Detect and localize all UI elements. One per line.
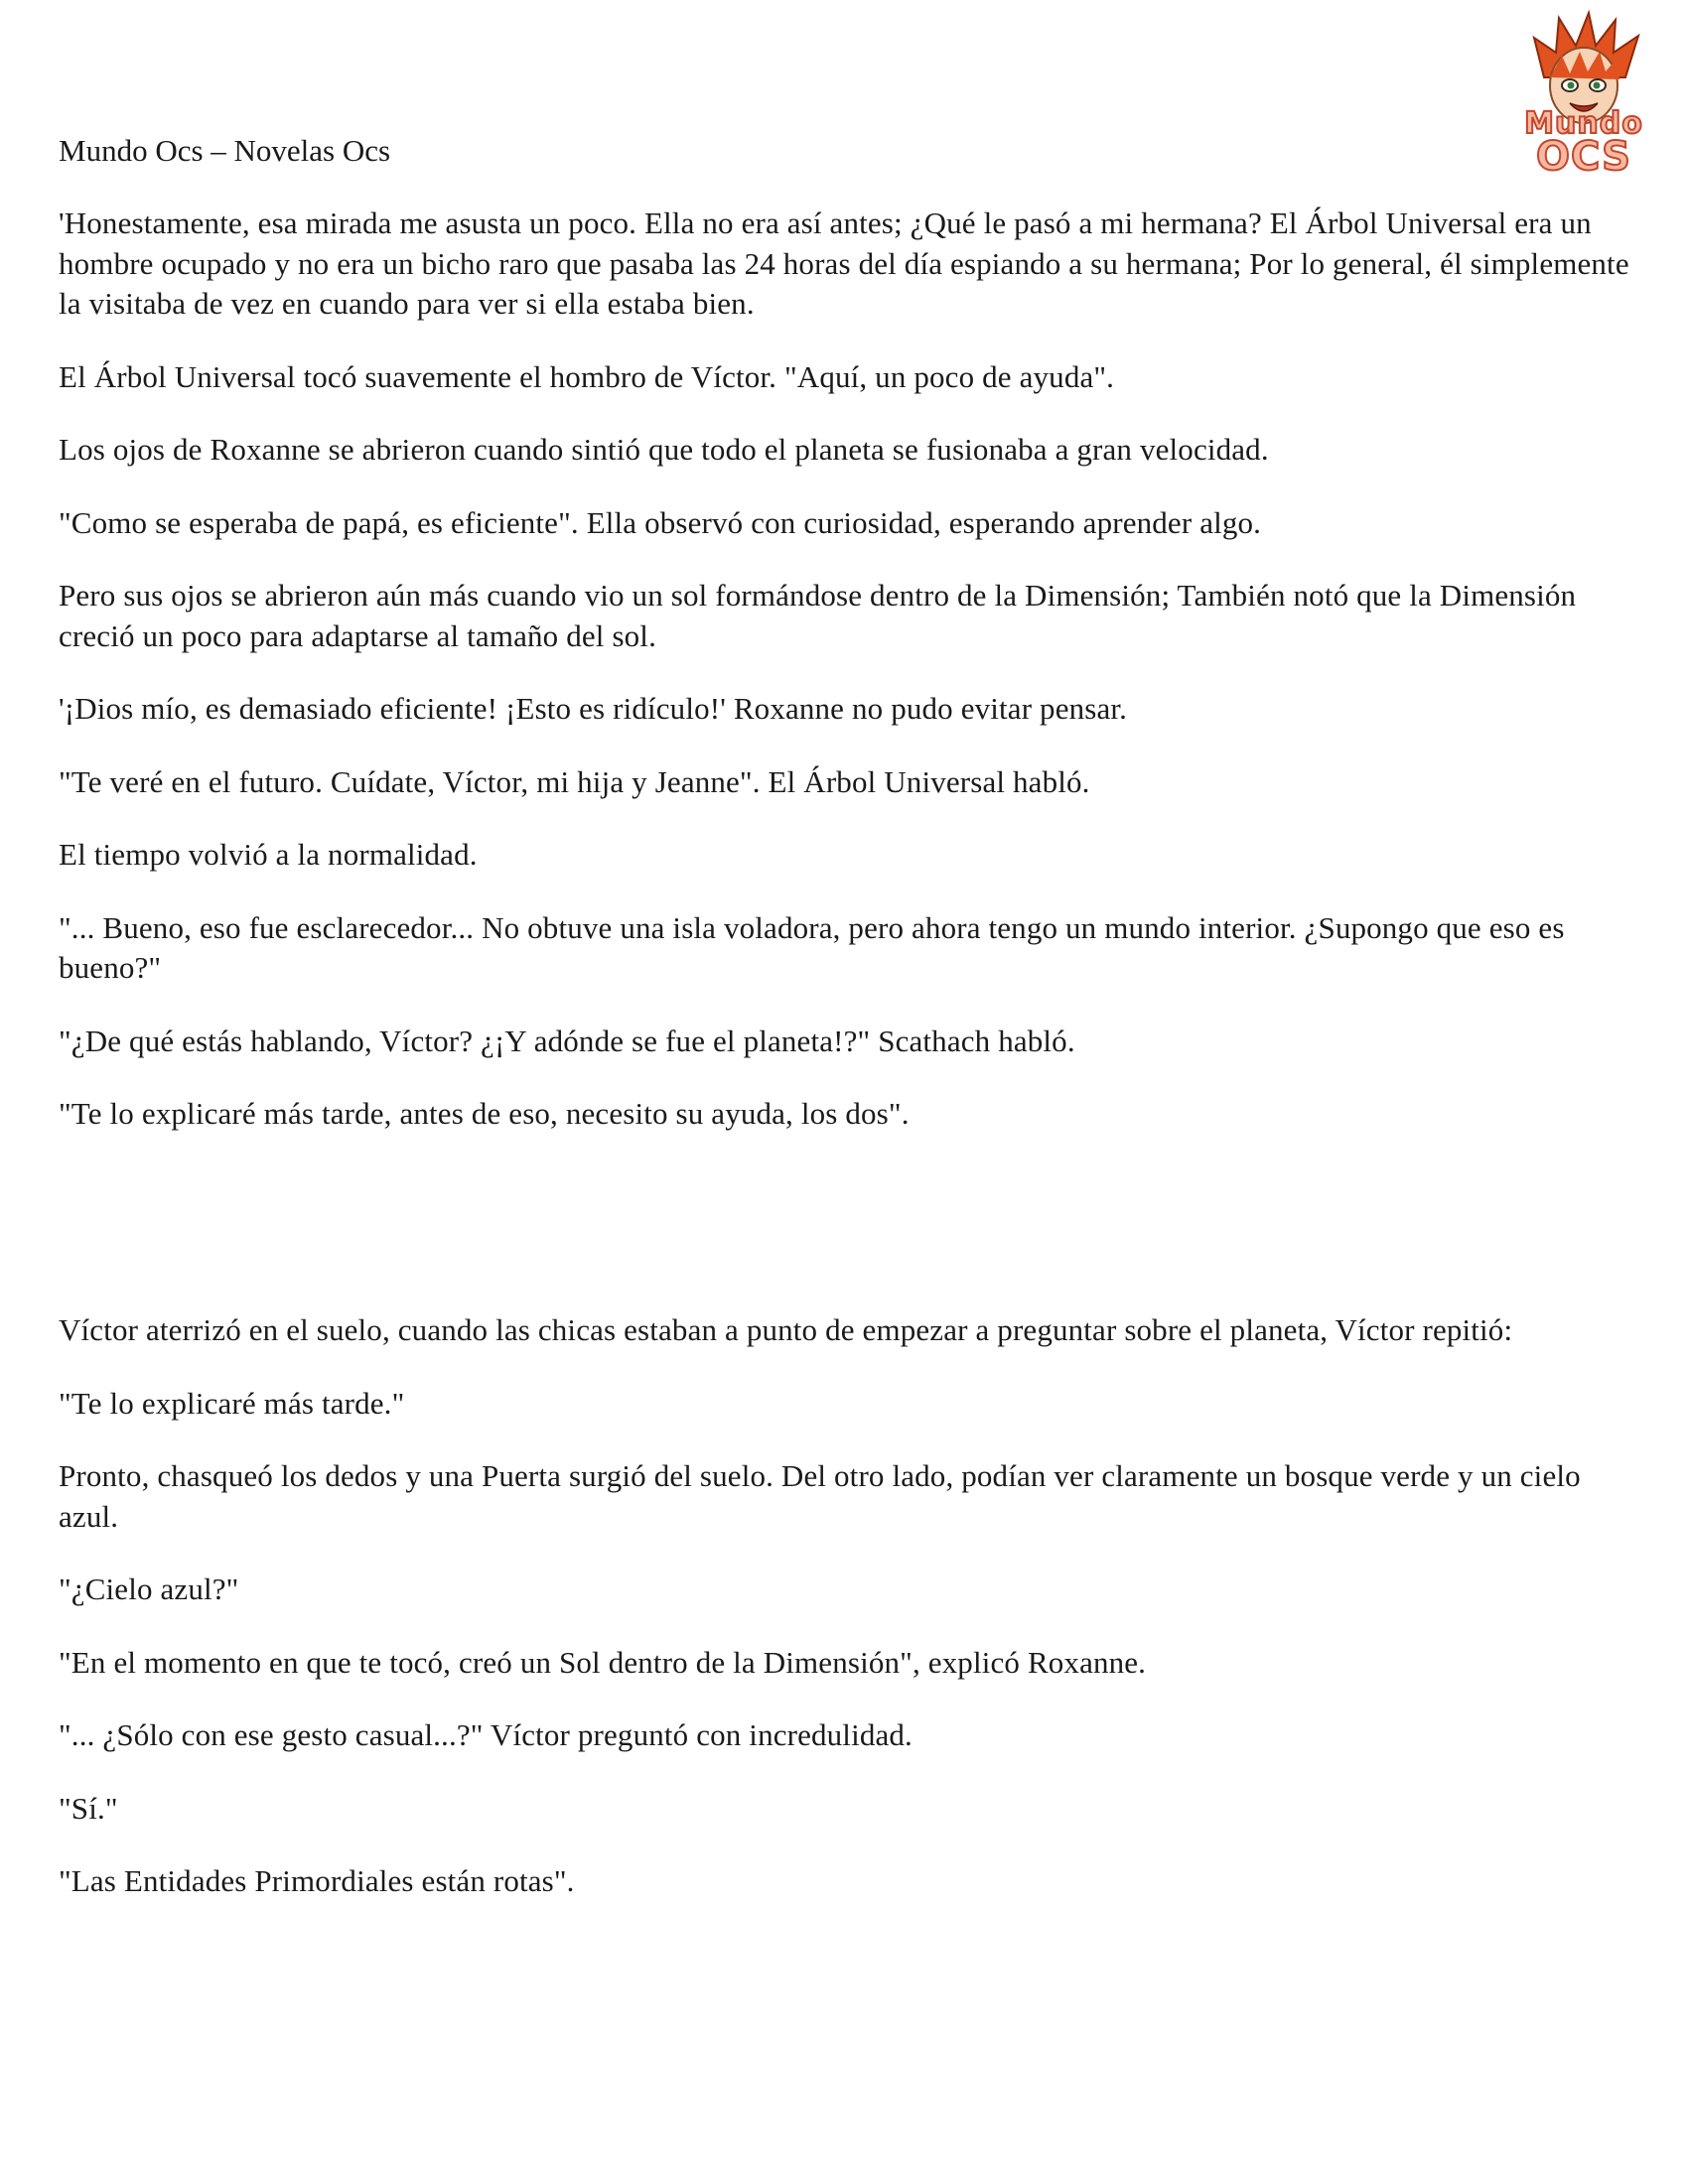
paragraph: "¿Cielo azul?" bbox=[59, 1571, 239, 1606]
paragraph: Pero sus ojos se abrieron aún más cuando vio un sol formándose dentro de la Dimensión; También notó que la Dimensión creció un poco para adaptarse al tamaño del sol. bbox=[59, 578, 1577, 653]
paragraph: El tiempo volvió a la normalidad. bbox=[59, 837, 478, 872]
paragraph: "¿De qué estás hablando, Víctor? ¿¡Y adónde se fue el planeta!?" Scathach habló. bbox=[59, 1023, 1075, 1058]
paragraph: "Te lo explicaré más tarde." bbox=[59, 1385, 405, 1421]
paragraph: Víctor aterrizó en el suelo, cuando las chicas estaban a punto de empezar a preguntar sobre el planeta, Víctor repitió: bbox=[59, 1312, 1513, 1347]
paragraph: Pronto, chasqueó los dedos y una Puerta surgió del suelo. Del otro lado, podían ver claramente un bosque verde y un cielo azul. bbox=[59, 1458, 1581, 1534]
logo-line-1: Mundo bbox=[1524, 106, 1643, 141]
mundo-ocs-logo bbox=[1504, 8, 1663, 185]
paragraph: "Como se esperaba de papá, es eficiente". Ella observó con curiosidad, esperando aprender algo. bbox=[59, 504, 1262, 540]
logo-text bbox=[1504, 106, 1663, 180]
paragraph: '¡Dios mío, es demasiado eficiente! ¡Esto es ridículo!' Roxanne no pudo evitar pensar. bbox=[59, 691, 1128, 726]
paragraph: 'Honestamente, esa mirada me asusta un poco. Ella no era así antes; ¿Qué le pasó a mi hermana? El Árbol Universal era un hombre ocupado y no era un bicho raro que pasaba las 24 horas del día espiando a su hermana; Por lo general, él simplemente la visitaba de vez en cuando para ver si ella estaba bien. bbox=[59, 205, 1629, 321]
paragraph: "En el momento en que te tocó, creó un Sol dentro de la Dimensión", explicó Roxanne. bbox=[59, 1644, 1147, 1680]
paragraph: "... ¿Sólo con ese gesto casual...?" Víctor preguntó con incredulidad. bbox=[59, 1717, 913, 1752]
paragraph: "Te lo explicaré más tarde, antes de eso, necesito su ayuda, los dos". bbox=[59, 1096, 910, 1131]
paragraph: "Sí." bbox=[59, 1790, 118, 1826]
text-block-lower bbox=[59, 1310, 1647, 1902]
paragraph: Los ojos de Roxanne se abrieron cuando sintió que todo el planeta se fusionaba a gran velocidad. bbox=[59, 432, 1269, 467]
page-header: Mundo Ocs – Novelas Ocs bbox=[59, 133, 391, 168]
paragraph: "Las Entidades Primordiales están rotas". bbox=[59, 1863, 575, 1898]
paragraph: "Te veré en el futuro. Cuídate, Víctor, mi hija y Jeanne". El Árbol Universal habló. bbox=[59, 763, 1090, 799]
paragraph: "... Bueno, eso fue esclarecedor... No obtuve una isla voladora, pero ahora tengo un mundo interior. ¿Supongo que eso es bueno?" bbox=[59, 909, 1565, 985]
logo-line-2: OCS bbox=[1536, 134, 1631, 180]
text-block-upper bbox=[59, 204, 1647, 1135]
paragraph: El Árbol Universal tocó suavemente el hombro de Víctor. "Aquí, un poco de ayuda". bbox=[59, 358, 1115, 394]
